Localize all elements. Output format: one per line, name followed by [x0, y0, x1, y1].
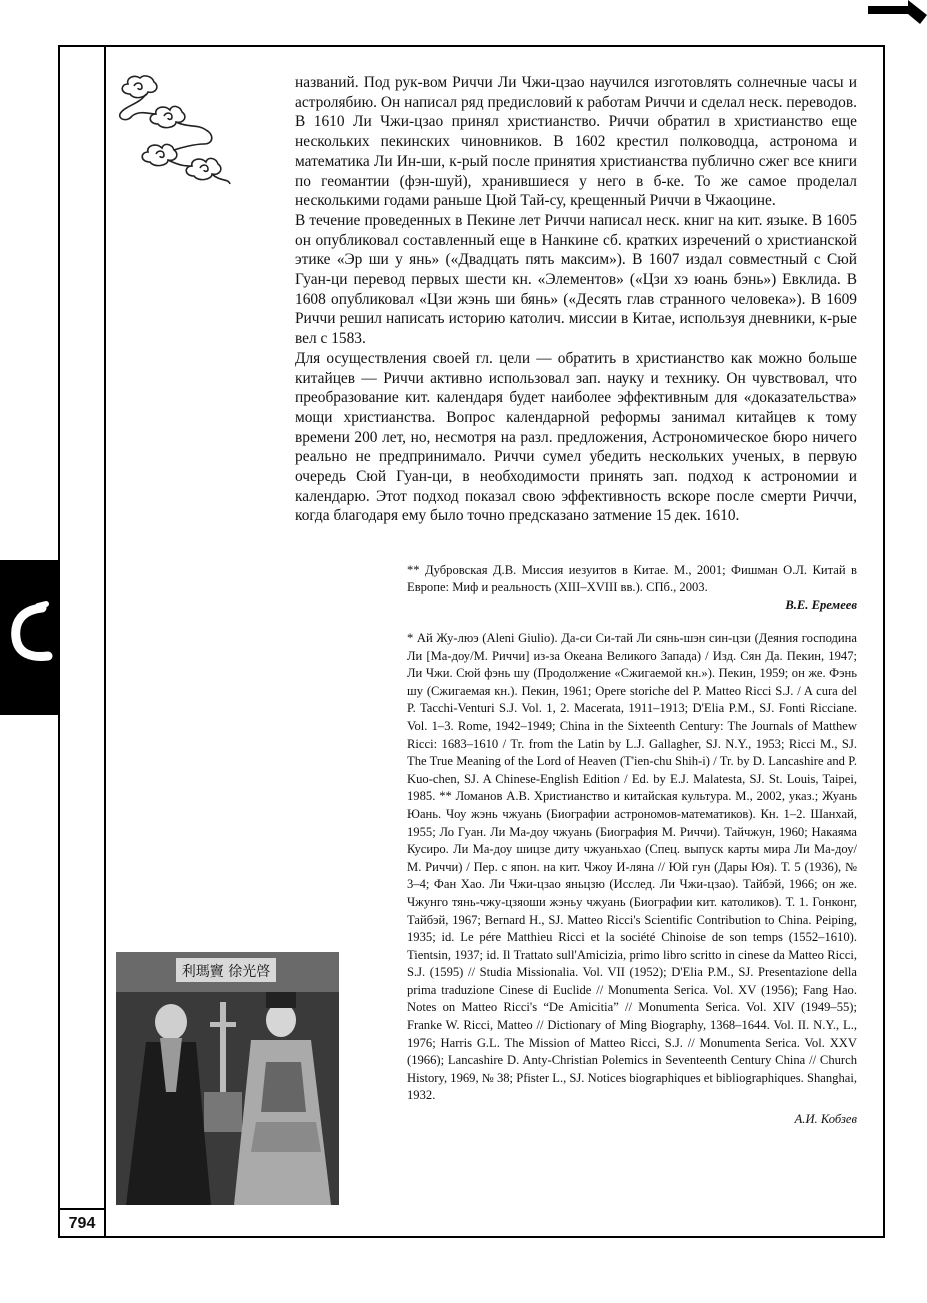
paragraph: В течение проведенных в Пекине лет Риччи написал неск. книг на кит. языке. В 1605 он опубликовал составленный еще в Нанкине сб. кратких изречений о христианской этике «Эр ши у янь» («Двадцать пять максим»). В 1607 издал совместный с Сюй Гуан-ци перевод первых шести кн. «Элементов» («Цзи хэ юань бэнь») Евклида. В 1608 опубликовал «Цзи жэнь ши бянь» («Десять глав странного человека»). В 1609 Риччи решил написать историю католич. миссии в Китае, используя дневники, к-рые вел с 1583.	[295, 211, 857, 348]
references-text: ** Дубровская Д.В. Миссия иезуитов в Китае. М., 2001; Фишман О.Л. Китай в Европе: Миф и реальность (XIII–XVIII вв.). СПб., 2003.	[407, 563, 857, 595]
paragraph: названий. Под рук-вом Риччи Ли Чжи-цзао научился изготовлять солнечные часы и астролябию. Он написал ряд предисловий к работам Риччи и сделал неск. переводов. В 1610 Ли Чжи-цзао принял христианство. Риччи обратил в христианство еще нескольких пекинских чиновников. В 1602 крестил полководца, астронома и математика Ли Ин-ши, к-рый после принятия христианства публично сжег все книги по геомантии (фэн-шуй), хранившиеся у него в б-ке. То же самое проделал несколькими годами раньше Цюй Тай-су, крещенный Риччи в Чжаоцине.	[295, 74, 857, 210]
corner-arrow-icon	[868, 0, 927, 30]
photo-caption: 利瑪竇 徐光啓	[181, 964, 271, 980]
bibliography-block	[407, 630, 857, 1129]
main-article-text	[295, 73, 857, 526]
tab-letter-icon	[8, 600, 54, 670]
bibliography-text: * Ай Жу-люэ (Aleni Giulio). Да-си Си-тай Ли сянь-шэн син-цзи (Деяния господина Ли [Ма-доу/М. Риччи] из-за Океана Великого Запада) / Изд. Сян Да. Пекин, 1947; Ли Чжи. Сюй фэнь шу (Продолжение «Сжигаемой кн.»). Пекин, 1959; он же. Фэнь шу (Сжигаемая кн.). Пекин, 1961; Opere storiche del P. Matteo Ricci S.J. / A cura del P. Tacchi-Venturi S.J. Vol. 1, 2. Macerata, 1911–1913; D'Elia P.M., SJ. Fonti Ricciane. Vol. 1–3. Rome, 1942–1949; China in the Sixteenth Century: The Journals of Matthew Ricci: 1683–1610 / Tr. from the Latin by L.J. Gallagher, SJ. N.Y., 1953; Ricci M., SJ. The True Meaning of the Lord of Heaven (T'ien-chu Shih-i) / Tr. by D. Lancashire and P. Kuo-chen, SJ. A Chinese-English Edition / Ed. by E.J. Malatesta, SJ. St. Louis, Taipei, 1985. ** Ломанов А.В. Христианство и китайская культура. М., 2002, указ.; Жуань Юань. Чоу жэнь чжуань (Биографии астрономов-математиков). Кн. 1–2. Шанхай, 1955; Ло Гуан. Ли Ма-доу чжуань (Биография М. Риччи). Тайчжун, 1960; Накаяма Кусиро. Ли Ма-доу шицзе диту чжуаньхао (Спец. выпуск карты мира Ли Ма-доу/М. Риччи) / Пер. с япон. на кит. Чжоу И-ляна // Юй гун (Дары Юя). Т. 5 (1936), № 3–4; Фан Хао. Ли Чжи-цзао яньцзю (Исслед. Ли Чжи-цзао). Тайбэй, 1966; он же. Чжунго тянь-чжу-цзяоши жэньу чжуань (Биографии кит. католиков). Т. 1. Гонконг, Тайбэй, 1967; Bernard H., SJ. Matteo Ricci's Scientific Contribution to China. Peiping, 1935; id. Le pére Matthieu Ricci et la société Chinoise de son temps (1552–1610). Tientsin, 1937; id. Il Trattato sull'Amicizia, primo libro scritto in cinese da Matteo Ricci, S.J. (1595) // Studia Missionalia. Vol. VII (1952); D'Elia P.M., SJ. Presentazione della prima traduzione Cinese di Euclide // Monumenta Serica. Vol. XV (1956); Fang Hao. Notes on Matteo Ricci's “De Amicitia” // Monumenta Serica. Vol. XIV (1949–55); Franke W. Ricci, Matteo // Dictionary of Ming Biography, 1368–1644. Vol. II. N.Y., L., 1976; Harris G.L. The Mission of Matteo Ricci, S.J. // Monumenta Serica. Vol. XXV (1966); Lancashire D. Anty-Christian Polemics in Seventeenth Century China // Church History, 1969, № 38; Pfister L., SJ. Notices biographiques et bibliographiques. Shanghai, 1932.	[407, 631, 857, 1103]
gutter-divider	[104, 45, 106, 1238]
references-block	[407, 562, 857, 614]
ricci-xu-guangqi-illustration	[116, 952, 339, 1205]
paragraph: Для осуществления своей гл. цели — обратить в христианство как можно больше китайцев — Риччи активно использовал зап. науку и технику. Он чувствовал, что преобразование кит. календаря будет наиболее эффективным для «доказательства» мощи христианства. Вопрос календарной реформы занимал китайцев к тому времени 200 лет, но, несмотря на разл. предложения, Астрономическое бюро ничего реально не предпринимало. Риччи сумел убедить нескольких ученых, в первую очередь Сюй Гуан-ци, в необходимости принять зап. подход к астрономии и календарю. Этот подход показал свою эффективность вскоре после смерти Риччи, когда благодаря ему было точно предсказано затмение 15 дек. 1610.	[295, 349, 857, 525]
author-signature: В.Е. Еремеев	[785, 597, 857, 612]
bibliography-author: А.И. Кобзев	[794, 1112, 857, 1127]
cloud-ornament-icon	[110, 70, 235, 190]
page-number: 794	[58, 1208, 106, 1238]
